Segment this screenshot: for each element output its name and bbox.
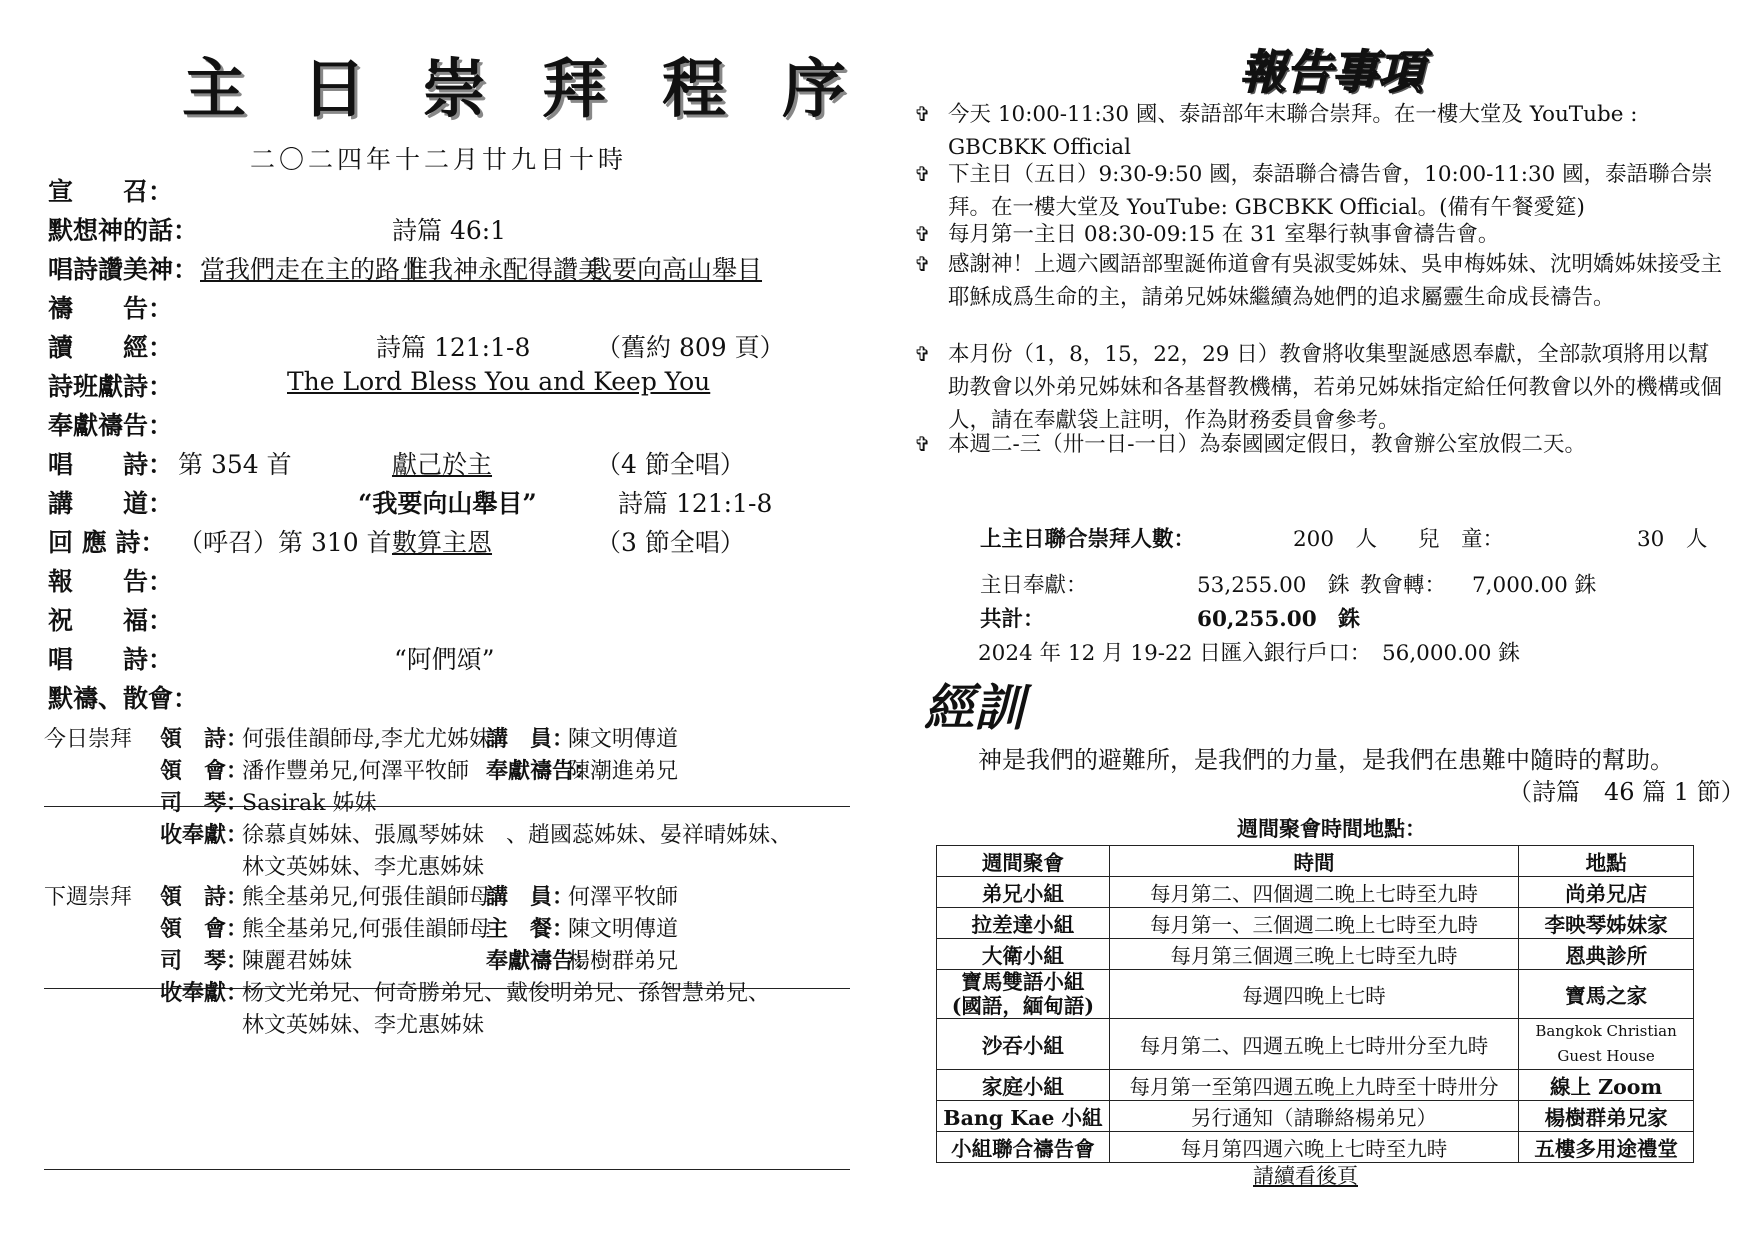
order-row xyxy=(48,367,711,403)
offering-sunday: 53,255.00 銖 xyxy=(1197,573,1350,598)
order-row xyxy=(48,289,173,325)
table-cell: Bangkok Christian Guest House xyxy=(1519,1019,1694,1070)
table-cell: 李映琴姊妹家 xyxy=(1519,908,1694,939)
announcement-item xyxy=(914,248,1723,314)
cross-icon: ✞ xyxy=(914,252,931,276)
staff-role: 收奉獻： xyxy=(160,822,249,848)
table-cell: 楊樹群弟兄家 xyxy=(1519,1101,1694,1132)
staff-role: 領 詩： xyxy=(160,726,249,752)
offering-transfer-label: 教會轉： xyxy=(1360,573,1447,598)
announcement-text: 本週二-三（卅一日-一日）為泰國國定假日，教會辦公室放假二天。 xyxy=(948,432,1587,457)
bank-deposit: 2024 年 12 月 19-22 日匯入銀行戶口： 56,000.00 銖 xyxy=(978,641,1520,666)
staff-name: 杨文光弟兄、何奇勝弟兄、戴俊明弟兄、孫智慧弟兄、 xyxy=(242,981,771,1006)
scripture-reference: （詩篇 46 篇 1 節） xyxy=(1508,778,1745,806)
hymn-title: 當我們走在主的路上 xyxy=(200,255,426,284)
order-label: 唱詩讚美神： xyxy=(48,255,199,284)
attendance-kids: 30 人 xyxy=(1637,527,1708,552)
staff-name: 林文英姊妹、李尤惠姊妹 xyxy=(242,855,485,880)
weekly-meetings-caption: 週間聚會時間地點： xyxy=(1237,816,1426,841)
staff-name: 潘作豐弟兄,何澤平牧師 xyxy=(242,759,469,784)
table-cell: 家庭小組 xyxy=(937,1070,1110,1101)
offering-transfer: 7,000.00 銖 xyxy=(1472,573,1597,598)
offering-total-label: 共計： xyxy=(980,607,1045,632)
order-label: 祝 福： xyxy=(48,606,174,635)
table-cell: 每月第一、三個週二晚上七時至九時 xyxy=(1109,908,1518,939)
order-note: （3 節全唱） xyxy=(596,528,745,557)
order-item: The Lord Bless You and Keep You xyxy=(287,367,711,396)
order-row xyxy=(48,211,507,247)
table-cell: 拉差達小組 xyxy=(937,908,1110,939)
staff-name: 何澤平牧師 xyxy=(568,885,679,910)
order-item: “我要向山舉目” xyxy=(358,489,537,518)
order-label: 唱 詩： xyxy=(48,645,174,674)
order-item: 詩篇 121:1-8 xyxy=(376,333,531,362)
table-cell: 每月第四週六晚上七時至九時 xyxy=(1109,1132,1518,1163)
table-cell: 寶馬雙語小組 (國語，緬甸語) xyxy=(937,970,1110,1019)
service-heading: 下週崇拜 xyxy=(44,885,133,910)
staff-role: 司 琴： xyxy=(160,790,249,816)
order-item: 詩篇 46:1 xyxy=(392,216,507,245)
cross-icon: ✞ xyxy=(914,162,931,186)
order-note: （舊約 809 頁） xyxy=(596,333,785,362)
table-row xyxy=(937,1070,1694,1101)
order-row xyxy=(48,250,763,286)
motto-heading: 經訓 xyxy=(924,678,1024,737)
staff-role: 講 員： xyxy=(486,884,575,910)
announcement-text: 本月份（1，8，15，22，29 日）教會將收集聖誕感恩奉獻，全部款項將用以幫助教會以外弟兄姊妹和各基督教機構，若弟兄姊妹指定給任何教會以外的機構或個人，請在奉獻袋上註明，作為財務委員會參考。 xyxy=(948,342,1723,433)
announcement-text: 今天 10:00-11:30 國、泰語部年末聯合崇拜。在一樓大堂及 YouTube : GBCBKK Official xyxy=(948,102,1638,160)
table-cell: 每月第二、四個週二晚上七時至九時 xyxy=(1109,877,1518,908)
table-row xyxy=(937,1132,1694,1163)
order-row xyxy=(48,523,745,559)
hymn-title: 我要向高山舉目 xyxy=(587,255,763,284)
order-label: 奉獻禱告： xyxy=(48,411,174,440)
announcements-title: 報告事項 xyxy=(1240,45,1424,99)
table-cell: 線上 Zoom xyxy=(1519,1070,1694,1101)
table-cell: 大衛小組 xyxy=(937,939,1110,970)
order-label: 唱 詩： xyxy=(48,450,174,479)
order-label: 詩班獻詩： xyxy=(48,372,174,401)
table-cell: 弟兄小組 xyxy=(937,877,1110,908)
announcement-item xyxy=(914,338,1723,437)
order-item: 數算主恩 xyxy=(392,528,493,557)
staff-name: 徐慕貞姊妹、張鳳琴姊妹 、趙國蕊姊妹、晏祥晴姊妹、 xyxy=(242,823,793,848)
table-cell: 另行通知（請聯絡楊弟兄） xyxy=(1109,1101,1518,1132)
table-cell: 每月第二、四週五晚上七時卅分至九時 xyxy=(1109,1019,1518,1070)
order-row xyxy=(48,562,173,598)
table-cell: 每月第一至第四週五晚上九時至十時卅分 xyxy=(1109,1070,1518,1101)
continue-note: 請續看後頁 xyxy=(1253,1164,1358,1188)
weekly-meetings-table xyxy=(936,845,1694,1163)
announcement-item xyxy=(914,98,1723,164)
cross-icon: ✞ xyxy=(914,432,931,456)
order-row xyxy=(48,406,173,442)
announcement-item xyxy=(914,428,1723,461)
order-label: 讀 經： xyxy=(48,333,174,362)
table-row xyxy=(937,939,1694,970)
cross-icon: ✞ xyxy=(914,102,931,126)
announcement-item xyxy=(914,158,1723,224)
table-cell: 沙吞小組 xyxy=(937,1019,1110,1070)
attendance-kids-label: 兒 童： xyxy=(1418,527,1505,552)
order-label: 默想神的話： xyxy=(48,216,199,245)
offering-total: 60,255.00 銖 xyxy=(1197,607,1360,632)
table-row xyxy=(937,908,1694,939)
order-row xyxy=(48,445,745,481)
staff-role: 領 會： xyxy=(160,758,249,784)
staff-name: 陳文明傳道 xyxy=(568,917,679,942)
table-header: 時間 xyxy=(1109,846,1518,877)
staff-name: 陳麗君姊妹 xyxy=(242,949,353,974)
staff-name: Sasirak 姊妹 xyxy=(242,791,377,816)
hymn-title: 惟我神永配得讚美 xyxy=(403,255,604,284)
staff-role: 收奉獻： xyxy=(160,980,249,1006)
order-row xyxy=(48,640,495,676)
announcement-text: 下主日（五日）9:30-9:50 國，泰語聯合禱告會，10:00-11:30 國，泰語聯合崇拜。在一樓大堂及 YouTube: GBCBKK Official。(備有午餐愛筵) xyxy=(948,162,1713,220)
order-row xyxy=(48,679,198,715)
table-cell: 尚弟兄店 xyxy=(1519,877,1694,908)
order-label: 宣 召： xyxy=(48,177,174,206)
staff-name: 陳文明傳道 xyxy=(568,727,679,752)
order-row xyxy=(48,484,773,520)
table-row xyxy=(937,877,1694,908)
announcement-text: 每月第一主日 08:30-09:15 在 31 室舉行執事會禱告會。 xyxy=(948,222,1500,247)
table-cell: 每週四晚上七時 xyxy=(1109,970,1518,1019)
staff-role: 講 員： xyxy=(486,726,575,752)
staff-name: 熊全基弟兄,何張佳韻師母 xyxy=(242,885,491,910)
service-heading: 今日崇拜 xyxy=(44,727,133,752)
staff-role: 領 詩： xyxy=(160,884,249,910)
page-title: 主日崇拜程序 xyxy=(182,52,902,127)
scripture-verse: 神是我們的避難所，是我們的力量，是我們在患難中隨時的幫助。 xyxy=(978,746,1674,774)
table-header: 週間聚會 xyxy=(937,846,1110,877)
table-cell: 五樓多用途禮堂 xyxy=(1519,1132,1694,1163)
table-cell: Bang Kae 小組 xyxy=(937,1101,1110,1132)
staff-name: 林文英姊妹、李尤惠姊妹 xyxy=(242,1013,485,1038)
table-cell: 小組聯合禱告會 xyxy=(937,1132,1110,1163)
order-label: 回 應 詩： xyxy=(48,528,166,557)
attendance-adults: 200 人 xyxy=(1293,527,1378,552)
staff-name: 陳潮進弟兄 xyxy=(568,759,679,784)
order-label: 禱 告： xyxy=(48,294,174,323)
order-row xyxy=(48,172,173,208)
staff-name: 何張佳韻師母,李尤尤姊妹 xyxy=(242,727,491,752)
announcements-panel xyxy=(860,0,1755,1241)
staff-role: 領 會： xyxy=(160,916,249,942)
staff-role: 司 琴： xyxy=(160,948,249,974)
staff-role: 奉獻禱告： xyxy=(486,758,597,784)
table-cell: 寶馬之家 xyxy=(1519,970,1694,1019)
table-row xyxy=(937,1019,1694,1070)
announcement-text: 感謝神！上週六國語部聖誕佈道會有吳淑雯姊妹、吳申梅姊妹、沈明嬌姊妹接受主耶穌成爲生命的主，請弟兄姊妹繼續為她們的追求屬靈生命成長禱告。 xyxy=(948,252,1723,310)
order-item: “阿們頌” xyxy=(394,645,495,674)
offering-sunday-label: 主日奉獻： xyxy=(980,573,1088,598)
cross-icon: ✞ xyxy=(914,342,931,366)
announcement-item xyxy=(914,218,1723,251)
order-item: 獻己於主 xyxy=(392,450,493,479)
order-label: 講 道： xyxy=(48,489,174,518)
cross-icon: ✞ xyxy=(914,222,931,246)
attendance-label: 上主日聯合崇拜人數： xyxy=(980,527,1196,552)
service-date: 二〇二四年十二月廿九日十時 xyxy=(250,145,628,174)
divider xyxy=(44,1169,850,1170)
table-row xyxy=(937,1101,1694,1132)
order-note: （4 節全唱） xyxy=(596,450,745,479)
order-item: 第 354 首 xyxy=(178,450,292,479)
order-note: 詩篇 121:1-8 xyxy=(618,489,773,518)
staff-name: 楊樹群弟兄 xyxy=(568,949,679,974)
table-cell: 恩典診所 xyxy=(1519,939,1694,970)
order-row xyxy=(48,328,785,364)
table-row xyxy=(937,970,1694,1019)
table-header: 地點 xyxy=(1519,846,1694,877)
order-label: 默禱、散會： xyxy=(48,684,199,713)
table-cell: 每月第三個週三晚上七時至九時 xyxy=(1109,939,1518,970)
order-label: 報 告： xyxy=(48,567,174,596)
staff-name: 熊全基弟兄,何張佳韻師母 xyxy=(242,917,491,942)
staff-role: 主 餐： xyxy=(486,916,575,942)
order-item: （呼召）第 310 首 xyxy=(178,528,392,557)
order-row xyxy=(48,601,173,637)
staff-role: 奉獻禱告： xyxy=(486,948,597,974)
